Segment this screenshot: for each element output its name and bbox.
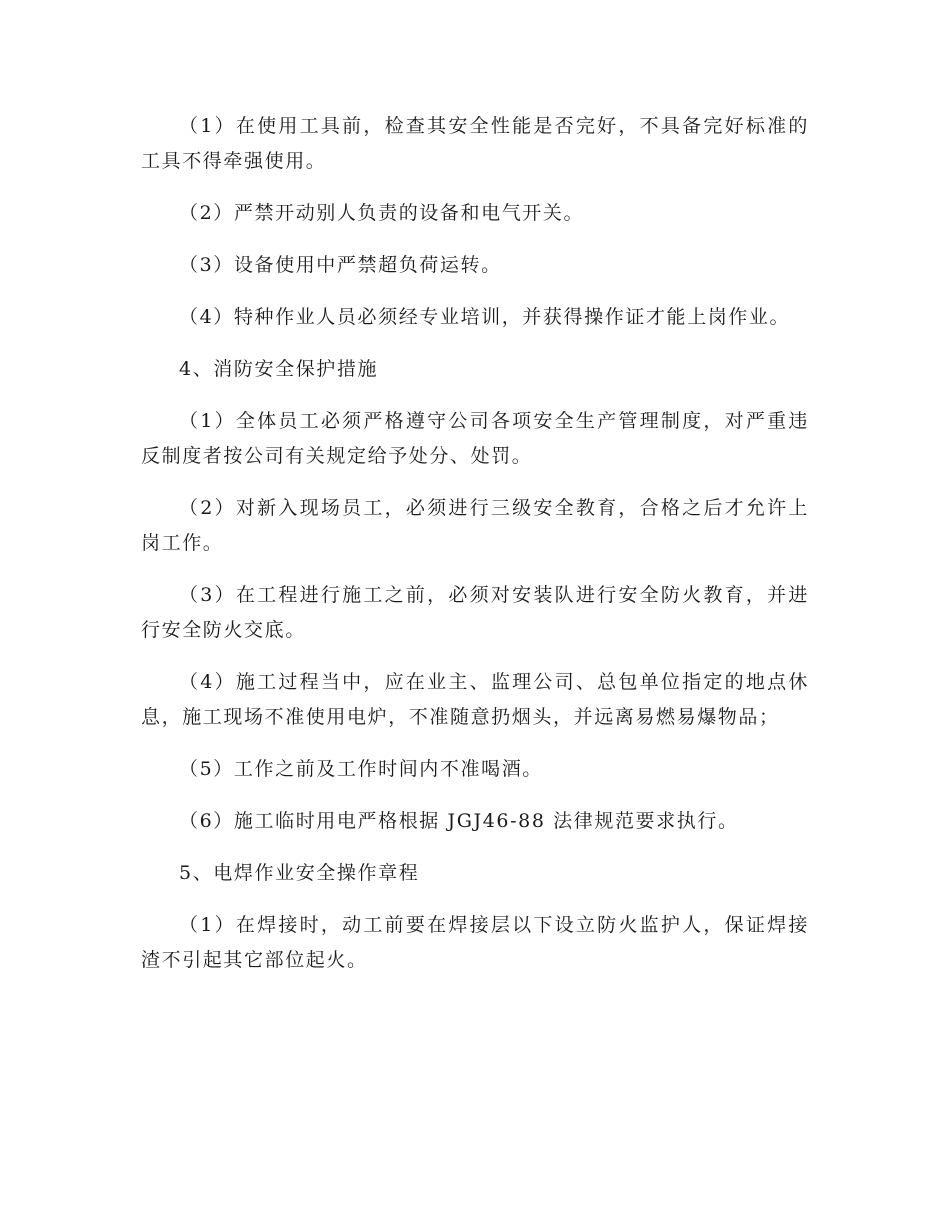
paragraph-no-overload: （3）设备使用中严禁超负荷运转。 <box>179 254 502 276</box>
paragraph-designated-rest-area: （4）施工过程当中，应在业主、监理公司、总包单位指定的地点休息，施工现场不准使用电炉，不准随意扔烟头，并远离易燃易爆物品； <box>141 671 809 728</box>
document-body <box>141 109 809 995</box>
paragraph-no-operating-others-equipment: （2）严禁开动别人负责的设备和电气开关。 <box>179 202 585 224</box>
paragraph-no-drinking: （5）工作之前及工作时间内不准喝酒。 <box>179 758 543 780</box>
section-heading-welding-safety: 5、电焊作业安全操作章程 <box>179 862 420 884</box>
paragraph-special-operations-training: （4）特种作业人员必须经专业培训，并获得操作证才能上岗作业。 <box>179 306 791 328</box>
paragraph-tool-safety-check: （1）在使用工具前，检查其安全性能是否完好，不具备完好标准的工具不得牵强使用。 <box>141 115 809 172</box>
section-heading-fire-safety: 4、消防安全保护措施 <box>179 358 379 380</box>
paragraph-three-level-education: （2）对新入现场员工，必须进行三级安全教育，合格之后才允许上岗工作。 <box>141 497 809 554</box>
paragraph-fire-prevention-education: （3）在工程进行施工之前，必须对安装队进行安全防火教育，并进行安全防火交底。 <box>141 584 809 641</box>
paragraph-welding-fire-watch: （1）在焊接时，动工前要在焊接层以下设立防火监护人，保证焊接渣不引起其它部位起火。 <box>141 914 809 971</box>
paragraph-temporary-electricity: （6）施工临时用电严格根据 JGJ46-88 法律规范要求执行。 <box>179 810 739 832</box>
paragraph-comply-regulations: （1）全体员工必须严格遵守公司各项安全生产管理制度，对严重违反制度者按公司有关规定给予处分、处罚。 <box>141 410 809 467</box>
